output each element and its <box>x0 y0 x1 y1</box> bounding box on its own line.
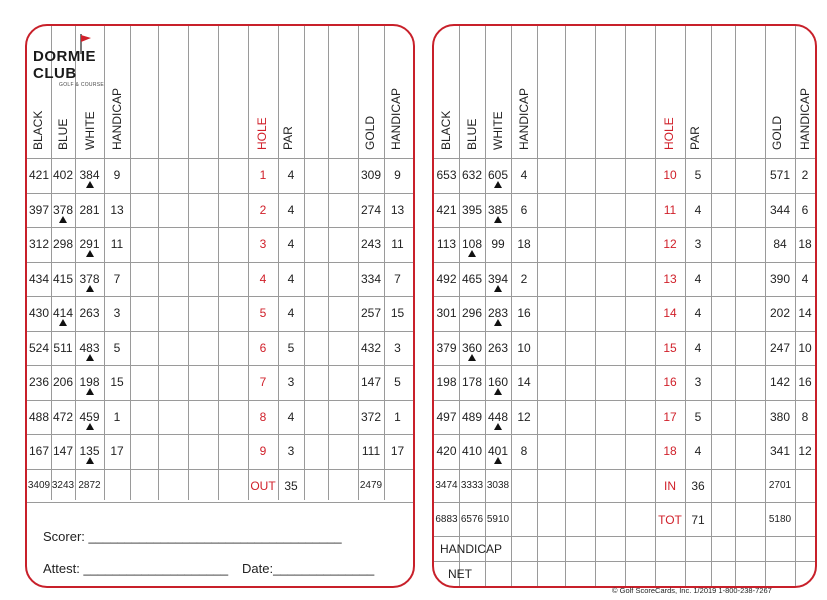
grid-col-line <box>75 26 76 500</box>
flag-icon <box>79 34 93 54</box>
cell-hole: 18 <box>663 444 677 458</box>
cell-hcp2: 3 <box>394 341 401 355</box>
cell-blue: 489 <box>461 410 483 424</box>
grid-col-line <box>188 26 189 500</box>
cell-blue: 465 <box>461 272 483 286</box>
total-hole: TOT <box>658 513 682 527</box>
cell-hole: 14 <box>663 306 677 320</box>
header-white: WHITE <box>491 111 505 150</box>
cell-hcp2: 18 <box>798 237 812 251</box>
grid-row-line <box>434 158 815 159</box>
cell-gold: 380 <box>769 410 791 424</box>
grid-row-line <box>434 502 815 503</box>
logo-subtitle: GOLF & COURSE <box>59 82 105 88</box>
header-black: BLACK <box>439 110 453 150</box>
grid-col-line <box>358 26 359 500</box>
total-blue: 3243 <box>51 480 75 491</box>
cell-par: 4 <box>287 306 295 320</box>
cell-hcp2: 16 <box>798 375 812 389</box>
cell-par: 5 <box>694 410 702 424</box>
cell-hcp2: 6 <box>801 203 809 217</box>
header-blue: BLUE <box>56 118 70 150</box>
net-row-label: NET <box>448 567 472 581</box>
cell-hole: 3 <box>259 237 267 251</box>
cell-par: 4 <box>694 341 702 355</box>
cell-par: 4 <box>694 444 702 458</box>
grid-row-line <box>434 193 815 194</box>
cell-hole: 11 <box>663 203 677 217</box>
date-line[interactable]: Date:______________ <box>242 561 375 576</box>
cell-hole: 5 <box>259 306 267 320</box>
grid-col-line <box>278 26 279 500</box>
cell-hole: 1 <box>259 168 267 182</box>
cell-hcp: 1 <box>113 410 121 424</box>
tee-marker-icon <box>86 457 94 464</box>
grid-row-line <box>27 227 413 228</box>
cell-blue: 402 <box>52 168 74 182</box>
cell-gold: 372 <box>360 410 382 424</box>
cell-gold: 243 <box>360 237 382 251</box>
cell-hole: 12 <box>663 237 677 251</box>
cell-hcp: 9 <box>113 168 121 182</box>
cell-par: 4 <box>287 203 295 217</box>
tee-marker-icon <box>86 250 94 257</box>
total-par: 35 <box>284 479 298 493</box>
grid-row-line <box>434 331 815 332</box>
cell-blue: 178 <box>461 375 483 389</box>
total-white: 5910 <box>486 514 510 525</box>
tee-marker-icon <box>494 457 502 464</box>
cell-blue: 298 <box>52 237 74 251</box>
back-scorecard <box>432 24 817 588</box>
tee-marker-icon <box>494 388 502 395</box>
total-par: 36 <box>691 479 705 493</box>
cell-hcp2: 9 <box>394 168 401 182</box>
cell-hcp2: 5 <box>394 375 401 389</box>
header-handicap2: HANDICAP <box>798 87 812 150</box>
copyright-notice: © Golf ScoreCards, Inc. 1/2019 1-800-238-7267 <box>612 586 772 595</box>
tee-marker-icon <box>86 388 94 395</box>
cell-gold: 341 <box>769 444 791 458</box>
grid-col-line <box>158 26 159 500</box>
cell-gold: 247 <box>769 341 791 355</box>
total-gold: 2479 <box>359 480 383 491</box>
grid-col-line <box>104 26 105 500</box>
tee-marker-icon <box>494 285 502 292</box>
cell-gold: 257 <box>360 306 382 320</box>
cell-blue: 414 <box>52 306 74 320</box>
cell-hcp2: 15 <box>390 306 405 320</box>
cell-blue: 360 <box>461 341 483 355</box>
cell-hcp2: 4 <box>801 272 809 286</box>
cell-blue: 632 <box>461 168 483 182</box>
tee-marker-icon <box>86 354 94 361</box>
tee-marker-icon <box>468 354 476 361</box>
cell-white: 281 <box>79 203 100 217</box>
cell-black: 488 <box>28 410 50 424</box>
grid-col-line <box>384 26 385 500</box>
header-black: BLACK <box>31 110 45 150</box>
cell-hcp: 17 <box>110 444 124 458</box>
cell-hcp: 11 <box>110 237 124 251</box>
cell-black: 421 <box>436 203 457 217</box>
cell-blue: 410 <box>461 444 483 458</box>
cell-hcp: 10 <box>517 341 531 355</box>
cell-hcp2: 2 <box>801 168 809 182</box>
header-par: PAR <box>281 126 295 150</box>
cell-white: 263 <box>79 306 100 320</box>
grid-row-line <box>434 469 815 470</box>
grid-row-line <box>434 536 815 537</box>
header-hole: HOLE <box>255 117 269 150</box>
cell-black: 301 <box>436 306 457 320</box>
total-par: 71 <box>691 513 705 527</box>
total-gold: 5180 <box>768 514 792 525</box>
total-black: 3474 <box>435 480 458 491</box>
cell-hcp2: 1 <box>394 410 401 424</box>
handicap-row-label: HANDICAP <box>440 542 503 556</box>
cell-black: 167 <box>28 444 50 458</box>
header-handicap: HANDICAP <box>110 87 124 150</box>
cell-hole: 10 <box>663 168 677 182</box>
grid-row-line <box>434 262 815 263</box>
logo-text: DORMIE CLUB <box>33 48 96 82</box>
club-logo <box>33 48 129 88</box>
header-blue: BLUE <box>465 118 479 150</box>
cell-blue: 472 <box>52 410 74 424</box>
cell-par: 4 <box>287 410 295 424</box>
cell-black: 397 <box>28 203 50 217</box>
cell-blue: 395 <box>461 203 483 217</box>
cell-hole: 16 <box>663 375 677 389</box>
tee-marker-icon <box>494 319 502 326</box>
cell-par: 4 <box>287 272 295 286</box>
cell-hole: 6 <box>259 341 267 355</box>
cell-par: 4 <box>287 237 295 251</box>
total-white: 2872 <box>78 480 101 491</box>
header-gold: GOLD <box>363 115 377 150</box>
grid-row-line <box>27 502 413 503</box>
grid-row-line <box>27 158 413 159</box>
cell-hcp2: 13 <box>390 203 405 217</box>
cell-par: 5 <box>287 341 295 355</box>
cell-hcp: 16 <box>517 306 531 320</box>
cell-hole: 15 <box>663 341 677 355</box>
grid-row-line <box>27 434 413 435</box>
total-blue: 3333 <box>460 480 484 491</box>
cell-par: 4 <box>694 203 702 217</box>
cell-hcp2: 10 <box>798 341 812 355</box>
cell-hole: 4 <box>259 272 267 286</box>
cell-black: 198 <box>436 375 457 389</box>
cell-white: 459 <box>79 410 100 424</box>
cell-blue: 296 <box>461 306 483 320</box>
cell-gold: 432 <box>360 341 382 355</box>
cell-white: 291 <box>79 237 100 251</box>
cell-white: 385 <box>487 203 509 217</box>
cell-white: 99 <box>491 237 505 251</box>
cell-hcp: 2 <box>520 272 528 286</box>
cell-hole: 17 <box>663 410 677 424</box>
cell-hcp2: 14 <box>798 306 812 320</box>
cell-hcp: 5 <box>113 341 121 355</box>
grid-col-line <box>218 26 219 500</box>
cell-black: 497 <box>436 410 457 424</box>
cell-gold: 309 <box>360 168 382 182</box>
cell-white: 198 <box>79 375 100 389</box>
grid-row-line <box>434 434 815 435</box>
cell-white: 384 <box>79 168 100 182</box>
grid-row-line <box>27 365 413 366</box>
header-par: PAR <box>688 126 702 150</box>
cell-blue: 415 <box>52 272 74 286</box>
cell-hcp2: 7 <box>394 272 401 286</box>
cell-white: 605 <box>487 168 509 182</box>
grid-row-line <box>434 561 815 562</box>
cell-par: 3 <box>694 375 702 389</box>
cell-gold: 571 <box>769 168 791 182</box>
grid-row-line <box>27 400 413 401</box>
cell-par: 3 <box>287 375 295 389</box>
cell-white: 283 <box>487 306 509 320</box>
cell-hcp: 18 <box>517 237 531 251</box>
total-gold: 2701 <box>768 480 792 491</box>
grid-row-line <box>434 400 815 401</box>
cell-hole: 2 <box>259 203 267 217</box>
cell-blue: 511 <box>53 341 73 355</box>
cell-white: 160 <box>487 375 509 389</box>
cell-gold: 274 <box>360 203 382 217</box>
cell-black: 492 <box>436 272 457 286</box>
cell-par: 3 <box>694 237 702 251</box>
cell-gold: 142 <box>769 375 791 389</box>
attest-line[interactable]: Attest: ____________________ <box>43 561 229 576</box>
cell-black: 312 <box>28 237 50 251</box>
cell-hcp: 7 <box>113 272 121 286</box>
cell-gold: 202 <box>769 306 791 320</box>
cell-hcp: 4 <box>520 168 528 182</box>
cell-white: 401 <box>487 444 509 458</box>
tee-marker-icon <box>86 285 94 292</box>
header-hole: HOLE <box>662 117 676 150</box>
cell-hcp: 15 <box>110 375 124 389</box>
total-black: 6883 <box>435 514 458 525</box>
tee-marker-icon <box>86 423 94 430</box>
grid-col-line <box>248 26 249 500</box>
total-black: 3409 <box>27 480 51 491</box>
cell-hcp2: 12 <box>798 444 812 458</box>
cell-white: 135 <box>79 444 100 458</box>
cell-hole: 13 <box>663 272 677 286</box>
header-handicap2: HANDICAP <box>389 87 403 150</box>
cell-hole: 9 <box>259 444 267 458</box>
cell-gold: 344 <box>769 203 791 217</box>
cell-hcp2: 8 <box>801 410 809 424</box>
scorer-line[interactable]: Scorer: ___________________________________ <box>43 529 342 544</box>
grid-row-line <box>434 365 815 366</box>
total-hole: OUT <box>250 479 276 493</box>
grid-col-line <box>51 26 52 500</box>
cell-hole: 7 <box>259 375 267 389</box>
grid-row-line <box>434 296 815 297</box>
cell-black: 434 <box>28 272 50 286</box>
cell-hcp: 6 <box>520 203 528 217</box>
header-white: WHITE <box>83 111 97 150</box>
cell-par: 4 <box>287 168 295 182</box>
grid-row-line <box>27 262 413 263</box>
cell-white: 448 <box>487 410 509 424</box>
cell-gold: 390 <box>769 272 791 286</box>
cell-hcp2: 11 <box>391 237 404 251</box>
cell-gold: 84 <box>773 237 787 251</box>
tee-marker-icon <box>59 319 67 326</box>
grid-col-line <box>130 26 131 500</box>
cell-white: 378 <box>79 272 100 286</box>
cell-black: 236 <box>28 375 50 389</box>
cell-white: 394 <box>487 272 509 286</box>
grid-row-line <box>27 193 413 194</box>
cell-hole: 8 <box>259 410 267 424</box>
cell-gold: 111 <box>361 444 381 458</box>
cell-black: 653 <box>436 168 457 182</box>
cell-hcp: 12 <box>517 410 531 424</box>
cell-par: 5 <box>694 168 702 182</box>
cell-par: 3 <box>287 444 295 458</box>
cell-gold: 147 <box>360 375 382 389</box>
cell-black: 524 <box>28 341 50 355</box>
grid-row-line <box>434 227 815 228</box>
tee-marker-icon <box>86 181 94 188</box>
grid-row-line <box>27 469 413 470</box>
cell-gold: 334 <box>360 272 382 286</box>
tee-marker-icon <box>468 250 476 257</box>
tee-marker-icon <box>494 423 502 430</box>
cell-black: 113 <box>436 237 457 251</box>
grid-row-line <box>27 296 413 297</box>
cell-black: 430 <box>28 306 50 320</box>
cell-hcp: 8 <box>520 444 528 458</box>
cell-hcp: 13 <box>110 203 124 217</box>
cell-black: 421 <box>28 168 50 182</box>
tee-marker-icon <box>494 181 502 188</box>
cell-black: 420 <box>436 444 457 458</box>
cell-par: 4 <box>694 306 702 320</box>
header-gold: GOLD <box>770 115 784 150</box>
cell-blue: 108 <box>461 237 483 251</box>
grid-col-line <box>304 26 305 500</box>
cell-blue: 206 <box>52 375 74 389</box>
tee-marker-icon <box>59 216 67 223</box>
front-scorecard <box>25 24 415 588</box>
cell-black: 379 <box>436 341 457 355</box>
cell-hcp: 14 <box>517 375 531 389</box>
total-white: 3038 <box>486 480 510 491</box>
grid-row-line <box>27 331 413 332</box>
cell-par: 4 <box>694 272 702 286</box>
tee-marker-icon <box>494 216 502 223</box>
cell-hcp: 3 <box>113 306 121 320</box>
cell-hcp2: 17 <box>390 444 405 458</box>
grid-col-line <box>328 26 329 500</box>
header-handicap: HANDICAP <box>517 87 531 150</box>
cell-white: 483 <box>79 341 100 355</box>
cell-blue: 147 <box>52 444 74 458</box>
total-blue: 6576 <box>460 514 484 525</box>
total-hole: IN <box>664 479 676 493</box>
cell-blue: 378 <box>52 203 74 217</box>
cell-white: 263 <box>487 341 509 355</box>
